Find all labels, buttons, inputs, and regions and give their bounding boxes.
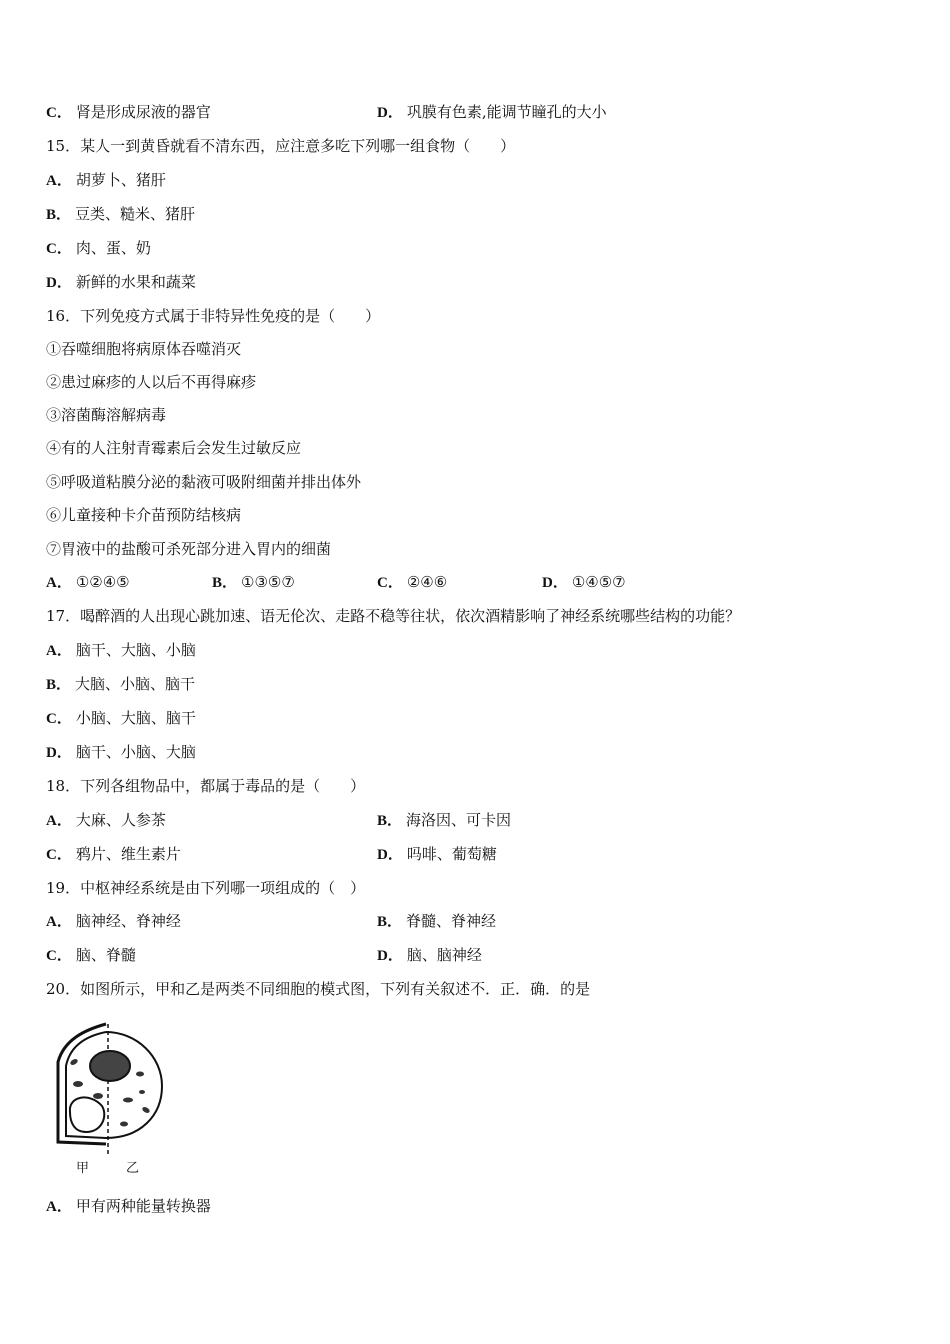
- q16-option-b[interactable]: B． ①③⑤⑦: [212, 573, 295, 591]
- mitochondrion: [141, 1106, 150, 1114]
- q17-option-a[interactable]: A． 脑干、大脑、小脑: [46, 641, 196, 659]
- q17-stem: 17．喝醉酒的人出现心跳加速、语无伦次、走路不稳等往状，依次酒精影响了神经系统哪些结构的功能？: [46, 607, 741, 625]
- vacuole: [70, 1097, 104, 1132]
- mitochondrion: [139, 1090, 145, 1094]
- animal-cell-outline: [106, 1032, 162, 1138]
- q15-option-b[interactable]: B． 豆类、糙米、猪肝: [46, 205, 196, 223]
- chloroplast: [73, 1081, 83, 1087]
- q14-option-c[interactable]: C． 肾是形成尿液的器官: [46, 103, 211, 121]
- nucleus: [90, 1051, 130, 1081]
- q18-option-c[interactable]: C． 鸦片、维生素片: [46, 845, 181, 863]
- q19-option-b[interactable]: B． 脊髓、脊神经: [377, 912, 497, 930]
- q16-item-4: ④有的人注射青霉素后会发生过敏反应: [46, 439, 302, 457]
- q18-option-d[interactable]: D． 吗啡、葡萄糖: [377, 845, 497, 863]
- q18-option-a[interactable]: A． 大麻、人参茶: [46, 811, 166, 829]
- q19-option-row-2: [0, 945, 950, 965]
- mitochondrion: [120, 1122, 128, 1127]
- q16-option-d[interactable]: D． ①④⑤⑦: [542, 573, 626, 591]
- q16-option-row: [0, 572, 950, 592]
- mitochondrion: [136, 1072, 144, 1077]
- q15-stem: 15．某人一到黄昏就看不清东西，应注意多吃下列哪一组食物（ ）: [46, 137, 516, 155]
- q16-item-6: ⑥儿童接种卡介苗预防结核病: [46, 506, 242, 524]
- q19-option-c[interactable]: C． 脑、脊髓: [46, 946, 136, 964]
- q20-stem: 20．如图所示，甲和乙是两类不同细胞的模式图，下列有关叙述不．正．确．的是: [46, 980, 591, 998]
- q15-option-d[interactable]: D． 新鲜的水果和蔬菜: [46, 273, 196, 291]
- q15-option-c[interactable]: C． 肉、蛋、奶: [46, 239, 151, 257]
- label-yi: 乙: [126, 1161, 140, 1176]
- q14-option-row: [0, 102, 950, 122]
- cell-diagram: [44, 1020, 169, 1178]
- q17-option-d[interactable]: D． 脑干、小脑、大脑: [46, 743, 196, 761]
- chloroplast: [69, 1058, 78, 1066]
- mitochondrion: [123, 1098, 133, 1103]
- q17-option-c[interactable]: C． 小脑、大脑、脑干: [46, 709, 196, 727]
- q16-item-2: ②患过麻疹的人以后不再得麻疹: [46, 373, 257, 391]
- q19-option-a[interactable]: A． 脑神经、脊神经: [46, 912, 181, 930]
- q16-item-7: ⑦胃液中的盐酸可杀死部分进入胃内的细菌: [46, 540, 332, 558]
- q17-option-b[interactable]: B． 大脑、小脑、脑干: [46, 675, 196, 693]
- q18-option-b[interactable]: B． 海洛因、可卡因: [377, 811, 512, 829]
- q20-option-a[interactable]: A． 甲有两种能量转换器: [46, 1197, 211, 1215]
- q18-option-row-1: [0, 810, 950, 830]
- q18-stem: 18．下列各组物品中，都属于毒品的是（ ）: [46, 777, 366, 795]
- q16-item-1: ①吞噬细胞将病原体吞噬消灭: [46, 340, 242, 358]
- q19-option-d[interactable]: D． 脑、脑神经: [377, 946, 482, 964]
- q18-option-row-2: [0, 844, 950, 864]
- q16-option-a[interactable]: A． ①②④⑤: [46, 573, 130, 591]
- q19-option-row-1: [0, 911, 950, 931]
- q16-option-c[interactable]: C． ②④⑥: [377, 573, 448, 591]
- label-jia: 甲: [76, 1161, 90, 1176]
- q19-stem: 19．中枢神经系统是由下列哪一项组成的（ ）: [46, 879, 366, 897]
- q16-item-5: ⑤呼吸道粘膜分泌的黏液可吸附细菌并排出体外: [46, 473, 362, 491]
- q16-stem: 16．下列免疫方式属于非特异性免疫的是（ ）: [46, 307, 381, 325]
- chloroplast: [93, 1093, 103, 1099]
- q14-option-d[interactable]: D． 巩膜有色素,能调节瞳孔的大小: [377, 103, 607, 121]
- q16-item-3: ③溶菌酶溶解病毒: [46, 406, 167, 424]
- q15-option-a[interactable]: A． 胡萝卜、猪肝: [46, 171, 166, 189]
